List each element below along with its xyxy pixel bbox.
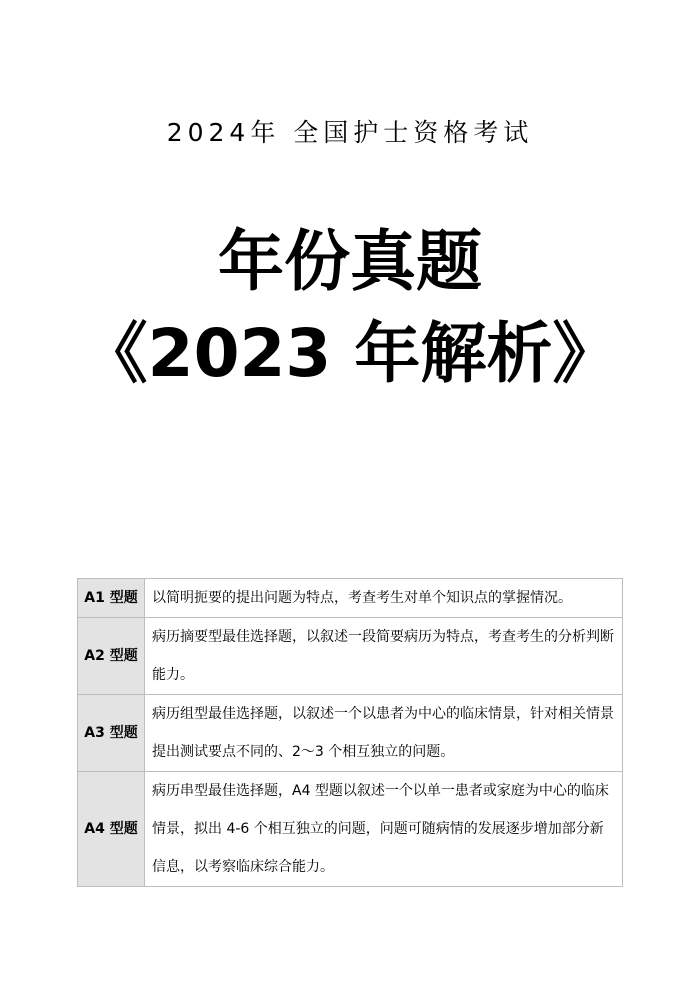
table-row xyxy=(78,618,623,695)
table-row xyxy=(78,695,623,772)
question-type-description: 病历摘要型最佳选择题，以叙述一段简要病历为特点，考查考生的分析判断能力。 xyxy=(145,618,623,695)
question-types-table xyxy=(77,578,623,887)
question-type-label: A3 型题 xyxy=(78,695,145,772)
table-row xyxy=(78,772,623,887)
question-type-description: 以简明扼要的提出问题为特点，考查考生对单个知识点的掌握情况。 xyxy=(145,579,623,618)
question-type-label: A4 型题 xyxy=(78,772,145,887)
document-title-year: 《2023 年解析》 xyxy=(81,315,619,392)
question-type-description: 病历串型最佳选择题，A4 型题以叙述一个以单一患者或家庭为中心的临床情景，拟出 4-6 个相互独立的问题，问题可随病情的发展逐步增加部分新信息，以考察临床综合能力。 xyxy=(145,772,623,887)
question-type-label: A2 型题 xyxy=(78,618,145,695)
document-title: 年份真题 xyxy=(218,223,482,300)
exam-subtitle: 2024年 全国护士资格考试 xyxy=(166,118,534,147)
question-type-label: A1 型题 xyxy=(78,579,145,618)
table-row xyxy=(78,579,623,618)
question-type-description: 病历组型最佳选择题，以叙述一个以患者为中心的临床情景，针对相关情景提出测试要点不同的、2～3 个相互独立的问题。 xyxy=(145,695,623,772)
